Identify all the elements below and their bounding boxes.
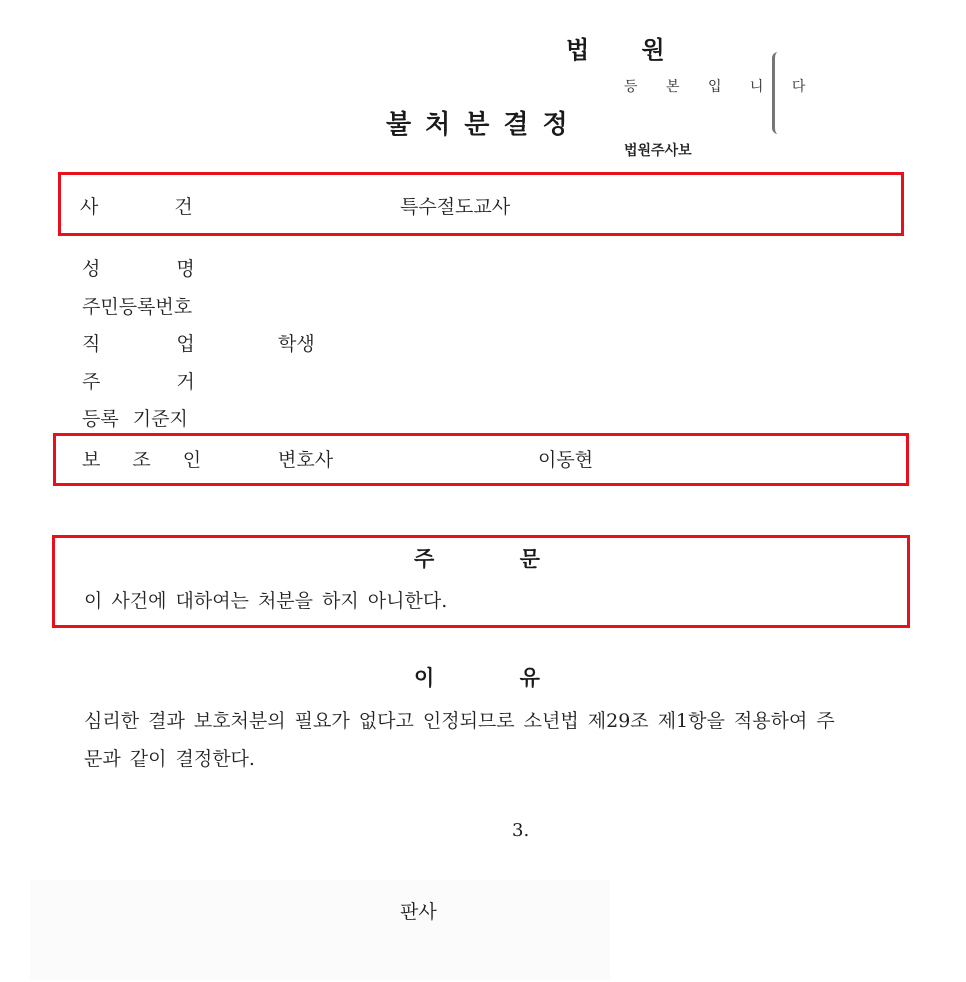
document-title: 불처분결정	[386, 110, 582, 140]
case-label: 사 건	[80, 196, 193, 218]
reason-text-line1: 심리한 결과 보호처분의 필요가 없다고 인정되므로 소년법 제29조 제1항을 적용하여 주	[84, 710, 835, 732]
reason-heading: 이 유	[414, 666, 540, 690]
assistant-name: 이동현	[538, 449, 594, 471]
signature-area	[30, 880, 610, 980]
resident-number-label: 주민등록번호	[82, 296, 193, 318]
judge-label: 판사	[400, 901, 437, 923]
assistant-label: 보 조 인	[82, 449, 202, 471]
order-text: 이 사건에 대하여는 처분을 하지 아니한다.	[84, 590, 448, 612]
seal-stamp-edge	[772, 52, 785, 134]
registered-domicile-label: 등록 기준지	[82, 408, 188, 430]
court-name: 법 원	[566, 36, 687, 64]
case-value: 특수절도교사	[400, 196, 511, 218]
reason-text-line2: 문과 같이 결정한다.	[84, 748, 255, 770]
occupation-value: 학생	[278, 333, 315, 355]
occupation-label: 직 업	[82, 333, 195, 355]
certification-stamp-text: 등 본 입 니 다	[624, 79, 818, 95]
address-label: 주 거	[82, 371, 195, 393]
order-heading: 주 문	[414, 547, 540, 571]
clerk-title: 법원주사보	[624, 143, 692, 159]
decision-date: 3.	[512, 820, 530, 841]
assistant-title: 변호사	[278, 449, 334, 471]
name-label: 성 명	[82, 258, 195, 280]
